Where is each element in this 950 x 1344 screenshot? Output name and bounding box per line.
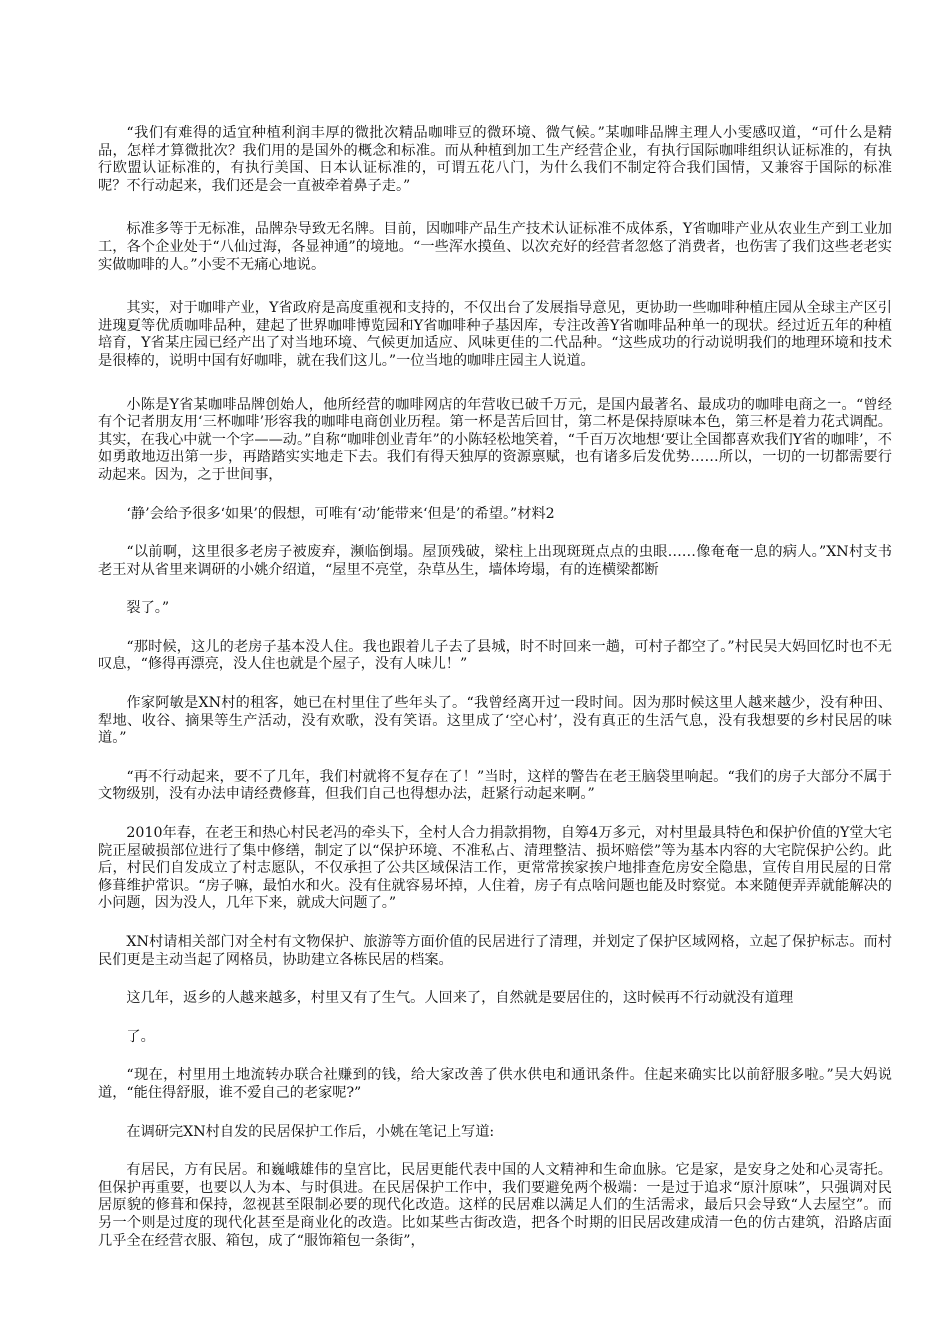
paragraph: 裂了。” — [126, 600, 170, 617]
paragraph: “那时候，这儿的老房子基本没人住。我也跟着儿子去了县城，时不时回来一趟，可村子都空了。”村民吴大妈回忆时也不无叹息，“修得再漂亮，没人住也就是个屋子，没有人味儿！” — [98, 638, 892, 673]
paragraph: 了。 — [126, 1028, 155, 1045]
paragraph: 有居民，方有民居。和巍峨雄伟的皇宫比，民居更能代表中国的人文精神和生命血脉。它是家，是安身之处和心灵寄托。但保护再重要，也要以人为本、与时俱进。在民居保护工作中，我们要避免两个极端：一是过于追求“原汁原味”，只强调对民居原貌的修葺和保持，忽视甚至限制必要的现代化改造。这样的民居难以满足人们的生活需求，最后只会导致“人去屋空”。而另一个则是过度的现代化甚至是商业化的改造。比如某些古街改造，把各个时期的旧民居改建成清一色的仿古建筑，沿路店面几乎全在经营衣服、箱包，成了“服饰箱包一条街”， — [98, 1162, 892, 1249]
paragraph: ‘静’会给予很多‘如果’的假想，可唯有‘动’能带来‘但是’的希望。”材料2 — [126, 505, 555, 522]
paragraph: 作家阿敏是XN村的租客，她已在村里住了些年头了。“我曾经离开过一段时间。因为那时候这里人越来越少，没有种田、犁地、收谷、摘果等生产活动，没有欢歌，没有笑语。这里成了‘空心村’，没有真正的生活气息，没有我想要的乡村民居的味道。” — [98, 695, 892, 747]
paragraph: 2010年春，在老王和热心村民老冯的牵头下，全村人合力捐款捐物，自筹4万多元，对村里最具特色和保护价值的Y堂大宅院正屋破损部位进行了集中修缮，制定了以“保护环境、不准私占、清理整洁、损坏赔偿”等为基本内容的大宅院保护公约。此后，村民们自发成立了村志愿队，不仅承担了公共区域保洁工作，更常常挨家挨户地排查危房安全隐患，宣传自用民屋的日常修葺维护常识。“房子嘛，最怕水和火。没有住就容易坏掉，人住着，房子有点啥问题也能及时察觉。本来随便弄弄就能解决的小问题，因为没人，几年下来，就成大问题了。” — [98, 825, 892, 912]
paragraph: 这几年，返乡的人越来越多，村里又有了生气。人回来了，自然就是要居住的，这时候再不行动就没有道理 — [126, 990, 794, 1007]
paragraph: “以前啊，这里很多老房子被废弃，濒临倒塌。屋顶残破，梁柱上出现斑斑点点的虫眼……像奄奄一息的病人。”XN村支书老王对从省里来调研的小姚介绍道，“屋里不亮堂，杂草丛生，墙体垮塌，有的连横梁都断 — [98, 544, 892, 578]
paragraph: “我们有难得的适宜种植利润丰厚的微批次精品咖啡豆的微环境、微气候。”某咖啡品牌主理人小雯感叹道，“可什么是精品，怎样才算微批次？我们用的是国外的概念和标准。而从种植到加工生产经营企业，有执行国际咖啡组织认证标准的，有执行欧盟认证标准的，有执行美国、日本认证标准的，可谓五花八门，为什么我们不制定符合我们国情，又兼容于国际的标准呢？不行动起来，我们还是会一直被牵着鼻子走。” — [98, 125, 892, 194]
paragraph: 标准多等于无标准，品牌杂导致无名牌。目前，因咖啡产品生产技术认证标准不成体系，Y省咖啡产业从农业生产到工业加工，各个企业处于“八仙过海，各显神通”的境地。“一些浑水摸鱼、以次充好的经营者忽悠了消费者，也伤害了我们这些老老实实做咖啡的人。”小雯不无痛心地说。 — [98, 221, 892, 273]
paragraph: 其实，对于咖啡产业，Y省政府是高度重视和支持的，不仅出台了发展指导意见，更协助一些咖啡种植庄园从全球主产区引进瑰夏等优质咖啡品种，建起了世界咖啡博览园和Y省咖啡种子基因库，专注改善Y省咖啡品种单一的现状。经过近五年的种植培育，Y省某庄园已经产出了对当地环境、气候更加适应、风味更佳的二代品种。“这些成功的行动说明我们的地理环境和技术是很棒的，说明中国有好咖啡，就在我们这儿。”一位当地的咖啡庄园主人说道。 — [98, 300, 892, 369]
paragraph: 在调研完XN村自发的民居保护工作后，小姚在笔记上写道: — [126, 1123, 495, 1140]
document-body — [98, 125, 892, 1271]
paragraph: “再不行动起来，要不了几年，我们村就将不复存在了！”当时，这样的警告在老王脑袋里响起。“我们的房子大部分不属于文物级别，没有办法申请经费修葺，但我们自己也得想办法，赶紧行动起来啊。” — [98, 768, 892, 803]
paragraph: 小陈是Y省某咖啡品牌创始人，他所经营的咖啡网店的年营收已破千万元，是国内最著名、最成功的咖啡电商之一。“曾经有个记者朋友用‘三杯咖啡’形容我的咖啡电商创业历程。第一杯是苦后回甘，第二杯是保持原味本色，第三杯是着力花式调配。其实，在我心中就一个字——动。”自称“咖啡创业青年”的小陈轻松地笑着，“千百万次地想‘要让全国都喜欢我们Y省的咖啡’，不如勇敢地迈出第一步，再踏踏实实地走下去。我们有得天独厚的资源禀赋，也有诸多后发优势……所以，一切的一切都需要行动起来。因为，之于世间事， — [98, 396, 892, 483]
paragraph: XN村请相关部门对全村有文物保护、旅游等方面价值的民居进行了清理，并划定了保护区域网格，立起了保护标志。而村民们更是主动当起了网格员，协助建立各栋民居的档案。 — [98, 934, 892, 968]
paragraph: “现在，村里用土地流转办联合社赚到的钱，给大家改善了供水供电和通讯条件。住起来确实比以前舒服多啦。”吴大妈说道，“能住得舒服，谁不爱自己的老家呢?” — [98, 1067, 892, 1101]
